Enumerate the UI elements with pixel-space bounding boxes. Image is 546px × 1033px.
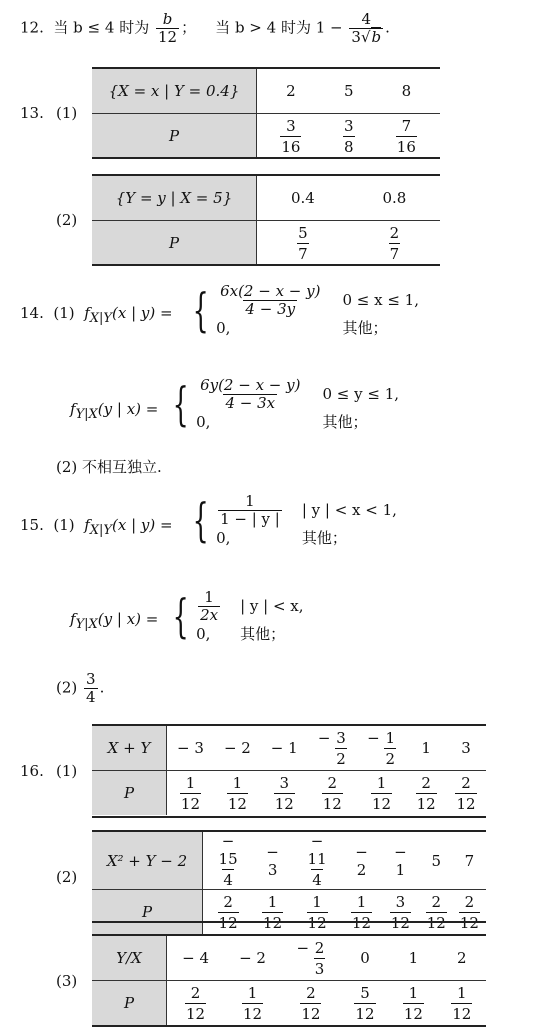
table-cell: $\frac{1}{12}$ [243, 983, 263, 1023]
table-cell: $\frac{1}{12}$ [452, 983, 472, 1023]
table-cell: 2 [203, 890, 254, 935]
table-cell: 2 [420, 890, 453, 935]
problem-number: 15. [20, 516, 44, 534]
table-cell: 2 [438, 936, 486, 981]
piecewise-function: { $\frac{1}{1 - | y |}$ | y | < x < 1, 0, 其他； [192, 492, 397, 547]
table-cell: − 2 [342, 832, 381, 890]
table-cell: $\frac{1}{12}$ [403, 983, 423, 1023]
table-cell: − $\frac{3}{2}$ [308, 726, 357, 771]
table-cell: − 2 [214, 726, 261, 771]
fraction: $\frac{b}{12}$ [157, 10, 178, 46]
problem-number: 16. [20, 762, 44, 780]
table-cell: − 2 [224, 936, 281, 981]
problem-number: 14. [20, 304, 44, 322]
table-cell: 1 [342, 890, 381, 935]
table-header: P [92, 981, 167, 1026]
problem-12: 12. 当 b ≤ 4 时为 $\frac{b}{12}$ ； 当 b > 4 时为 1 − $\frac{4}{3√b}$ . [20, 10, 390, 46]
problem-14-line1: 14. (1) $f_{X|Y}(x$ | y) = [20, 304, 173, 326]
table-rule [92, 157, 440, 159]
table-cell: − 1 [261, 726, 308, 771]
table-cell: 7 [453, 832, 486, 890]
table-header: {X = x | Y = 0.4} [92, 69, 257, 114]
table-cell: $\frac{2}{12}$ [416, 773, 436, 813]
table-cell: − $\frac{1}{2}$ [357, 726, 406, 771]
brace-icon: { [192, 493, 209, 547]
table-cell: 1 [253, 890, 292, 935]
table-cell: $\frac{7}{16}$ [396, 116, 416, 156]
table-header: P [92, 890, 203, 935]
table-rule [92, 1025, 486, 1027]
problem-15-line1: 15. (1) $f_{X|Y}(x$ | y) = [20, 516, 173, 538]
fraction: $\frac{4}{3√b}$ [351, 10, 382, 46]
part-label: (2) [56, 211, 78, 229]
table-cell: 0.4 [257, 176, 349, 221]
piecewise-function: { $\frac{6y(2 - x - y)}{4 - 3x}$ 0 ≤ y ≤ 1, 0, 其他； [172, 376, 400, 431]
problem-number: 13. [20, 104, 44, 122]
table-cell: $\frac{5}{7}$ [298, 223, 308, 263]
part-label: (2) [56, 868, 78, 886]
table-rule [92, 921, 486, 923]
distribution-table-16-1 [92, 726, 486, 815]
brace-icon: { [172, 589, 189, 643]
table-cell: − $\frac{11}{4}$ [292, 832, 342, 890]
table-cell: − 4 [167, 936, 225, 981]
brace-icon: { [192, 283, 209, 337]
table-cell: $\frac{1}{12}$ [180, 773, 201, 813]
case-text-b: 当 b > 4 时为 1 − [215, 18, 343, 37]
problem-number: 12. [20, 18, 44, 37]
table-cell: 2 [453, 890, 486, 935]
distribution-table-16-3 [92, 936, 486, 1025]
part-label: (1) [53, 516, 75, 534]
table-cell: 3 [446, 726, 486, 771]
table-cell: $\frac{2}{12}$ [456, 773, 476, 813]
table-cell: 1 [292, 890, 342, 935]
part-label: (1) [53, 304, 75, 322]
part-label: (1) [56, 104, 78, 122]
table-cell: $\frac{2}{12}$ [322, 773, 342, 813]
table-header: P [92, 221, 257, 266]
table-cell: − 3 [167, 726, 214, 771]
problem-14-line2: $f_{Y|X}(y$ | x) = [70, 400, 159, 422]
table-cell: 5 [420, 832, 453, 890]
distribution-table-16-2 [92, 832, 486, 934]
table-cell: 2 [257, 69, 325, 114]
table-cell: 3 [381, 890, 420, 935]
case-text-a: 当 b ≤ 4 时为 [53, 18, 150, 37]
distribution-table-13-1 [92, 69, 440, 158]
table-header: X² + Y − 2 [92, 832, 203, 890]
table-cell: 1 [406, 726, 446, 771]
part-label: (3) [56, 972, 78, 990]
part-2-answer: (2) 不相互独立. [56, 458, 162, 476]
table-cell: 8 [373, 69, 440, 114]
table-header: Y/X [92, 936, 167, 981]
table-cell: $\frac{3}{12}$ [274, 773, 294, 813]
brace-icon: { [172, 377, 189, 431]
table-cell: $\frac{3}{8}$ [343, 116, 354, 156]
table-header: P [92, 114, 257, 159]
piecewise-function: { $\frac{6x(2 - x - y)}{4 - 3y}$ 0 ≤ x ≤ 1, 0, 其他； [192, 282, 419, 337]
table-cell: $\frac{2}{12}$ [186, 983, 206, 1023]
part-label: (1) [56, 762, 78, 780]
part-2-answer: (2) $\frac{3}{4}$ . [56, 670, 105, 706]
piecewise-function: { $\frac{1}{2x}$ | y | < x, 0, 其他； [172, 588, 304, 643]
table-cell: 1 [389, 936, 437, 981]
table-cell: $\frac{5}{12}$ [355, 983, 375, 1023]
table-rule [92, 264, 440, 266]
table-cell: 0 [341, 936, 389, 981]
table-cell: − $\frac{15}{4}$ [203, 832, 254, 890]
table-header: P [92, 771, 167, 816]
table-cell: 5 [325, 69, 373, 114]
table-cell: $\frac{3}{16}$ [281, 116, 301, 156]
table-cell: $\frac{1}{12}$ [227, 773, 247, 813]
table-cell: $\frac{2}{7}$ [389, 223, 400, 263]
table-header: X + Y [92, 726, 167, 771]
distribution-table-13-2 [92, 176, 440, 265]
table-cell: $\frac{1}{12}$ [372, 773, 392, 813]
table-cell: − 1 [381, 832, 420, 890]
table-cell: 0.8 [349, 176, 440, 221]
table-rule [92, 816, 486, 818]
problem-15-line2: $f_{Y|X}(y$ | x) = [70, 610, 159, 632]
table-cell: − $\frac{2}{3}$ [281, 936, 341, 981]
table-header: {Y = y | X = 5} [92, 176, 257, 221]
table-cell: − 3 [253, 832, 292, 890]
table-cell: $\frac{2}{12}$ [301, 983, 321, 1023]
